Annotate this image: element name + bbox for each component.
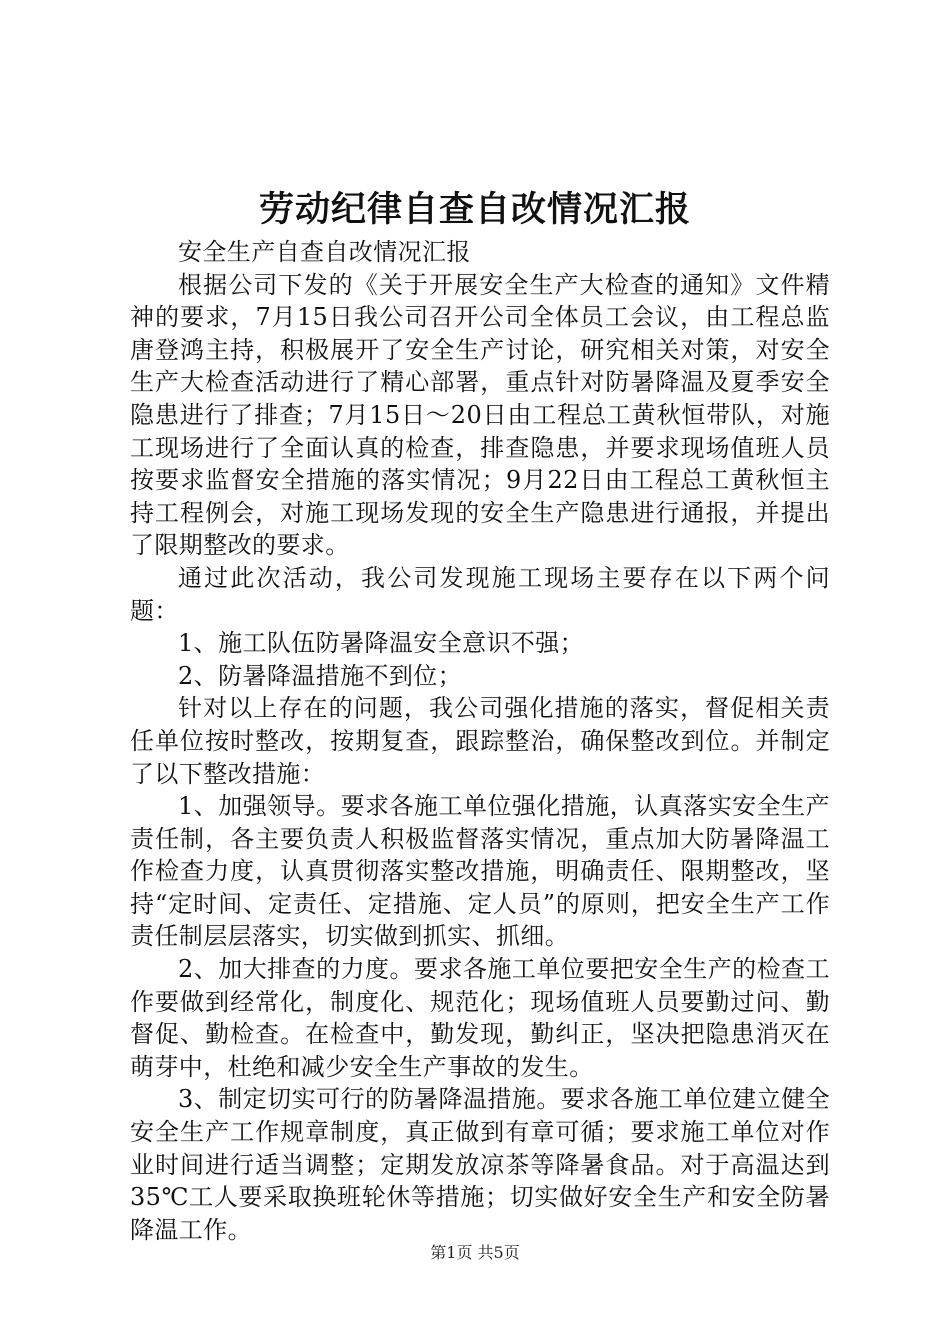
- list-item-paragraph: 1、施工队伍防暑降温安全意识不强；: [178, 629, 585, 658]
- body-paragraph: 针对以上存在的问题，我公司强化措施的落实，督促相关责任单位按时整改，按期复查，跟踪整治，确保整改到位。并制定了以下整改措施：: [130, 694, 830, 788]
- measure-paragraph: 2、加大排查的力度。要求各施工单位要把安全生产的检查工作要做到经常化，制度化、规范化；现场值班人员要勤过问、勤督促、勤检查。在检查中，勤发现，勤纠正，坚决把隐患消灭在萌芽中，杜绝和减少安全生产事故的发生。: [130, 955, 830, 1081]
- page-number-footer: 第1页 共5页: [430, 1243, 520, 1262]
- body-paragraph: 通过此次活动，我公司发现施工现场主要存在以下两个问题：: [130, 563, 830, 625]
- body-paragraph: 根据公司下发的《关于开展安全生产大检查的通知》文件精神的要求，7月15日我公司召开公司全体员工会议，由工程总监唐登鸿主持，积极展开了安全生产讨论，研究相关对策，对安全生产大检查活动进行了精心部署，重点针对防暑降温及夏季安全隐患进行了排查；7月15日～20日由工程总工黄秋恒带队，对施工现场进行了全面认真的检查，排查隐患，并要求现场值班人员按要求监督安全措施的落实情况；9月22日由工程总工黄秋恒主持工程例会，对施工现场发现的安全生产隐患进行通报，并提出了限期整改的要求。: [130, 270, 830, 560]
- measure-paragraph: 3、制定切实可行的防暑降温措施。要求各施工单位建立健全安全生产工作规章制度，真正做到有章可循；要求施工单位对作业时间进行适当调整；定期发放凉茶等降暑食品。对于高温达到35℃工人要采取换班轮休等措施；切实做好安全生产和安全防暑降温工作。: [130, 1085, 830, 1244]
- measure-paragraph: 1、加强领导。要求各施工单位强化措施，认真落实安全生产责任制，各主要负责人积极监督落实情况，重点加大防暑降温工作检查力度，认真贯彻落实整改措施，明确责任、限期整改，坚持“定时间、定责任、定措施、定人员”的原则，把安全生产工作责任制层层落实，切实做到抓实、抓细。: [130, 792, 830, 951]
- list-item-paragraph: 2、防暑降温措施不到位；: [178, 661, 463, 690]
- subtitle-paragraph: 安全生产自查自改情况汇报: [178, 238, 471, 266]
- document-body: [130, 236, 830, 1246]
- document-title: 劳动纪律自查自改情况汇报: [258, 189, 691, 230]
